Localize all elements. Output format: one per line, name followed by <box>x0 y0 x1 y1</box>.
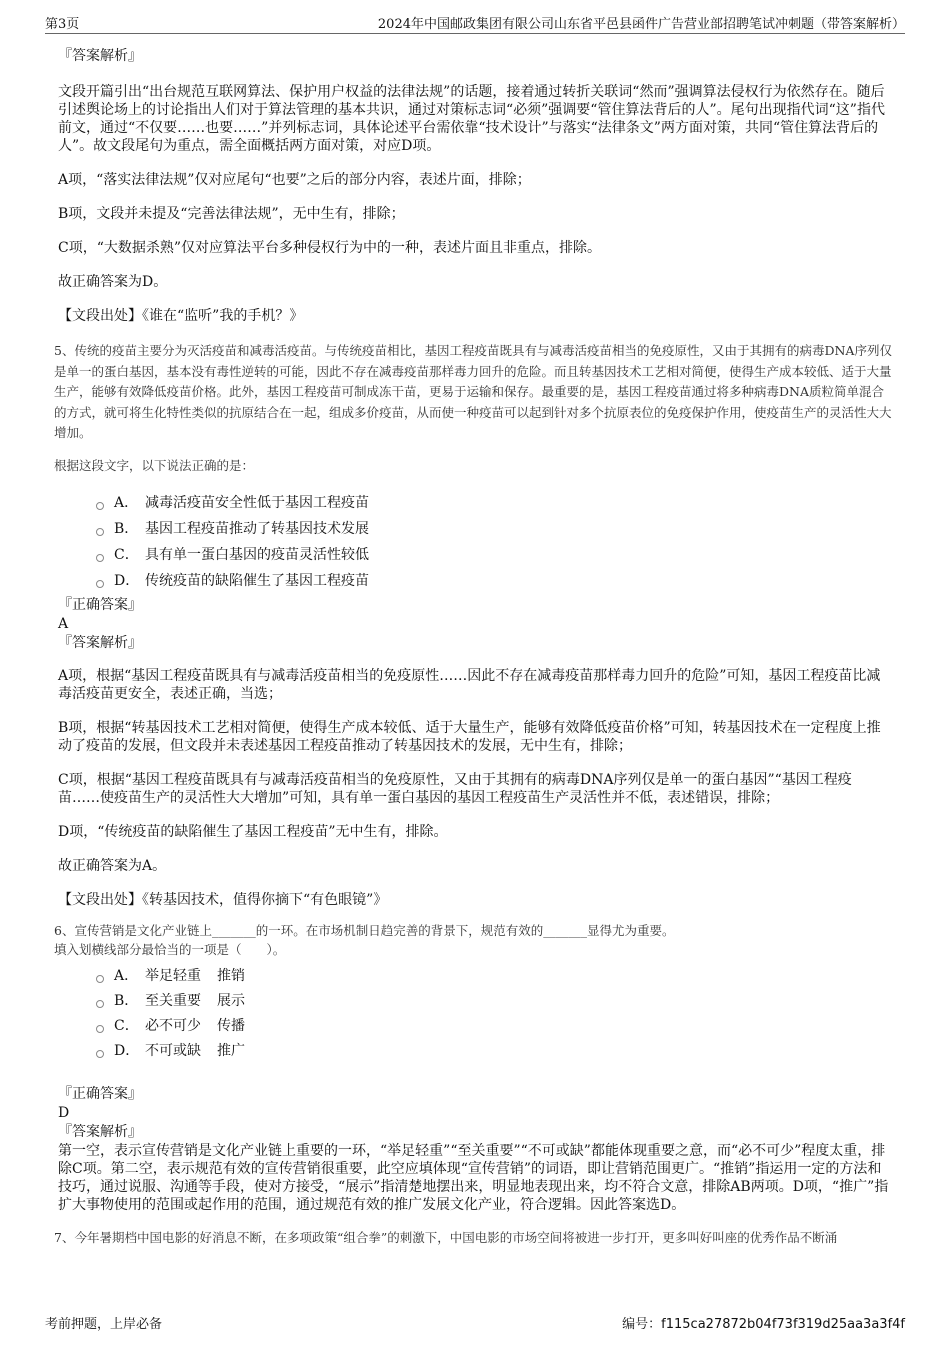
header-divider <box>45 33 905 34</box>
option-letter: A． <box>114 967 139 984</box>
option-word-2: 展示 <box>217 992 245 1009</box>
q5-source: 【文段出处】《转基因技术，值得你摘下“有色眼镜”》 <box>58 892 388 908</box>
footer-id-label: 编号： <box>622 1317 662 1332</box>
q5-passage: 5、传统的疫苗主要分为灭活疫苗和减毒活疫苗。与传统疫苗相比，基因工程疫苗既具有与减毒活疫苗相当的免疫原性，又由于其拥有的病毒DNA序列仅是单一的蛋白基因，基本没有毒性逆转的可能，因此不存在减毒疫苗那样毒力回升的危险。而且转基因技术工艺相对简便，使得生产成本较低、适于大量生产，能够有效降低疫苗价格。此外，基因工程疫苗可制成冻干苗，更易于运输和保存。最重要的是，基因工程疫苗通过将多种病毒DNA质粒简单混合的方式，就可将生化特性类似的抗原结合在一起，组成多价疫苗，从而使一种疫苗可以起到针对多个抗原表位的免疫保护作用，使疫苗生产的灵活性大大增加。 <box>54 343 892 440</box>
option-letter: B． <box>114 521 139 537</box>
q5-analysis-label: 『答案解析』 <box>58 635 142 651</box>
option-word-2: 推销 <box>217 967 245 984</box>
option-letter: D． <box>114 573 140 589</box>
option-letter: A． <box>114 495 139 511</box>
option-word-1: 举足轻重 <box>145 967 201 984</box>
footer-id <box>622 1313 905 1332</box>
footer-id-code: f115ca27872b04f73f319d25aa3a3f4f <box>661 1317 905 1332</box>
q4-analysis-paragraph: 文段开篇引出“出台规范互联网算法、保护用户权益的法律法规”的话题，接着通过转折关联词“然而”强调算法侵权行为依然存在。随后引述舆论场上的讨论指出人们对于算法管理的基本共识，通过对策标志词“必须”强调要“管住算法背后的人”。尾句出现指代词“这”指代前文，通过“不仅要……也要……”并列标志词，具体论述平台需依靠“技术设计”与落实“法律条文”两方面对策，共同“管住算法背后的人”。故文段尾句为重点，需全面概括两方面对策，对应D项。 <box>58 84 885 154</box>
document-title: 2024年中国邮政集团有限公司山东省平邑县函件广告营业部招聘笔试冲刺题（带答案解析） <box>377 17 905 32</box>
q6-option-d[interactable] <box>96 1038 893 1063</box>
q4-analysis-label: 『答案解析』 <box>58 48 142 64</box>
q6-analysis-label: 『答案解析』 <box>58 1124 142 1140</box>
q5-option-a[interactable] <box>96 490 893 516</box>
q6-question-line2: 填入划横线部分最恰当的一项是（ ）。 <box>54 942 286 957</box>
q6-correct-label: 『正确答案』 <box>58 1086 142 1102</box>
q5-analysis-a: A项，根据“基因工程疫苗既具有与减毒活疫苗相当的免疫原性……因此不存在减毒疫苗那样毒力回升的危险”可知，基因工程疫苗比减毒活疫苗更安全，表述正确，当选； <box>58 668 881 702</box>
radio-button-icon[interactable] <box>96 975 104 983</box>
page-number: 第3页 <box>45 17 80 32</box>
option-word-2: 推广 <box>217 1042 245 1059</box>
option-letter: D． <box>114 1042 140 1059</box>
q5-conclusion: 故正确答案为A。 <box>58 858 167 874</box>
q4-conclusion: 故正确答案为D。 <box>58 274 168 290</box>
option-letter: B． <box>114 992 139 1009</box>
q6-text-a: 6、宣传营销是文化产业链上 <box>54 923 212 938</box>
option-word-1: 必不可少 <box>145 1017 201 1034</box>
option-word-2: 传播 <box>217 1017 245 1034</box>
option-text: 减毒活疫苗安全性低于基因工程疫苗 <box>145 495 369 511</box>
q4-analysis-option-a: A项，“落实法律法规”仅对应尾句“也要”之后的部分内容，表述片面，排除； <box>58 172 531 188</box>
blank-line: _______ <box>211 923 256 938</box>
radio-button-icon[interactable] <box>96 528 104 536</box>
option-letter: C． <box>114 547 139 563</box>
q6-options <box>96 963 893 1063</box>
q4-analysis-option-b: B项，文段并未提及“完善法律法规”，无中生有，排除； <box>58 206 405 222</box>
q5-option-d[interactable] <box>96 568 893 594</box>
option-text: 基因工程疫苗推动了转基因技术发展 <box>145 521 369 537</box>
q6-option-b[interactable] <box>96 988 893 1013</box>
footer-slogan: 考前押题，上岸必备 <box>45 1317 163 1332</box>
radio-button-icon[interactable] <box>96 1000 104 1008</box>
q5-analysis-d: D项，“传统疫苗的缺陷催生了基因工程疫苗”无中生有，排除。 <box>58 824 448 840</box>
q6-analysis: 第一空，表示宣传营销是文化产业链上重要的一环，“举足轻重”“至关重要”“不可或缺”都能体现重要之意，而“必不可少”程度太重，排除C项。第二空，表示规范有效的宣传营销很重要，此空应填体现“宣传营销”的词语，即让营销范围更广。“推销”指运用一定的方法和技巧，通过说服、沟通等手段，使对方接受，“展示”指清楚地摆出来，明显地表现出来，均不符合文意，排除AB两项。D项，“推广”指扩大事物使用的范围或起作用的范围，通过规范有效的推广发展文化产业，符合逻辑。因此答案选D。 <box>58 1143 889 1213</box>
page-header <box>0 0 950 36</box>
q5-option-c[interactable] <box>96 542 893 568</box>
page-content <box>54 44 893 1249</box>
option-text: 传统疫苗的缺陷催生了基因工程疫苗 <box>145 573 369 589</box>
q5-option-b[interactable] <box>96 516 893 542</box>
radio-button-icon[interactable] <box>96 580 104 588</box>
q6-question-line1 <box>54 921 893 940</box>
blank-line: _______ <box>543 923 587 938</box>
q6-text-c: 显得尤为重要。 <box>586 923 675 938</box>
q5-correct-label: 『正确答案』 <box>58 597 142 613</box>
q4-analysis-option-c: C项，“大数据杀熟”仅对应算法平台多种侵权行为中的一种，表述片面且非重点，排除。 <box>58 240 602 256</box>
q5-analysis-c: C项，根据“基因工程疫苗既具有与减毒活疫苗相当的免疫原性，又由于其拥有的病毒DNA序列仅是单一的蛋白基因”“基因工程疫苗……使疫苗生产的灵活性大大增加”可知，具有单一蛋白基因的基因工程疫苗生产灵活性并不低，表述错误，排除； <box>58 772 852 806</box>
radio-button-icon[interactable] <box>96 1025 104 1033</box>
q6-option-c[interactable] <box>96 1013 893 1038</box>
option-word-1: 不可或缺 <box>145 1042 201 1059</box>
option-text: 具有单一蛋白基因的疫苗灵活性较低 <box>145 547 369 563</box>
q5-answer: A <box>58 616 69 632</box>
q7-passage: 7、今年暑期档中国电影的好消息不断，在多项政策“组合拳”的刺激下，中国电影的市场空间将被进一步打开，更多叫好叫座的优秀作品不断涌 <box>54 1230 838 1245</box>
option-word-1: 至关重要 <box>145 992 201 1009</box>
q6-option-a[interactable] <box>96 963 893 988</box>
q5-options <box>96 490 893 594</box>
q5-question: 根据这段文字，以下说法正确的是： <box>54 457 255 473</box>
radio-button-icon[interactable] <box>96 502 104 510</box>
radio-button-icon[interactable] <box>96 1050 104 1058</box>
q6-answer: D <box>58 1105 70 1121</box>
q5-analysis-b: B项，根据“转基因技术工艺相对简便，使得生产成本较低、适于大量生产，能够有效降低疫苗价格”可知，转基因技术在一定程度上推动了疫苗的发展，但文段并未表述基因工程疫苗推动了转基因技术的发展，无中生有，排除； <box>58 720 881 754</box>
option-letter: C． <box>114 1017 139 1034</box>
q6-text-b: 的一环。在市场机制日趋完善的背景下，规范有效的 <box>255 923 544 938</box>
radio-button-icon[interactable] <box>96 554 104 562</box>
q4-source: 【文段出处】《谁在“监听”我的手机？》 <box>58 308 304 324</box>
